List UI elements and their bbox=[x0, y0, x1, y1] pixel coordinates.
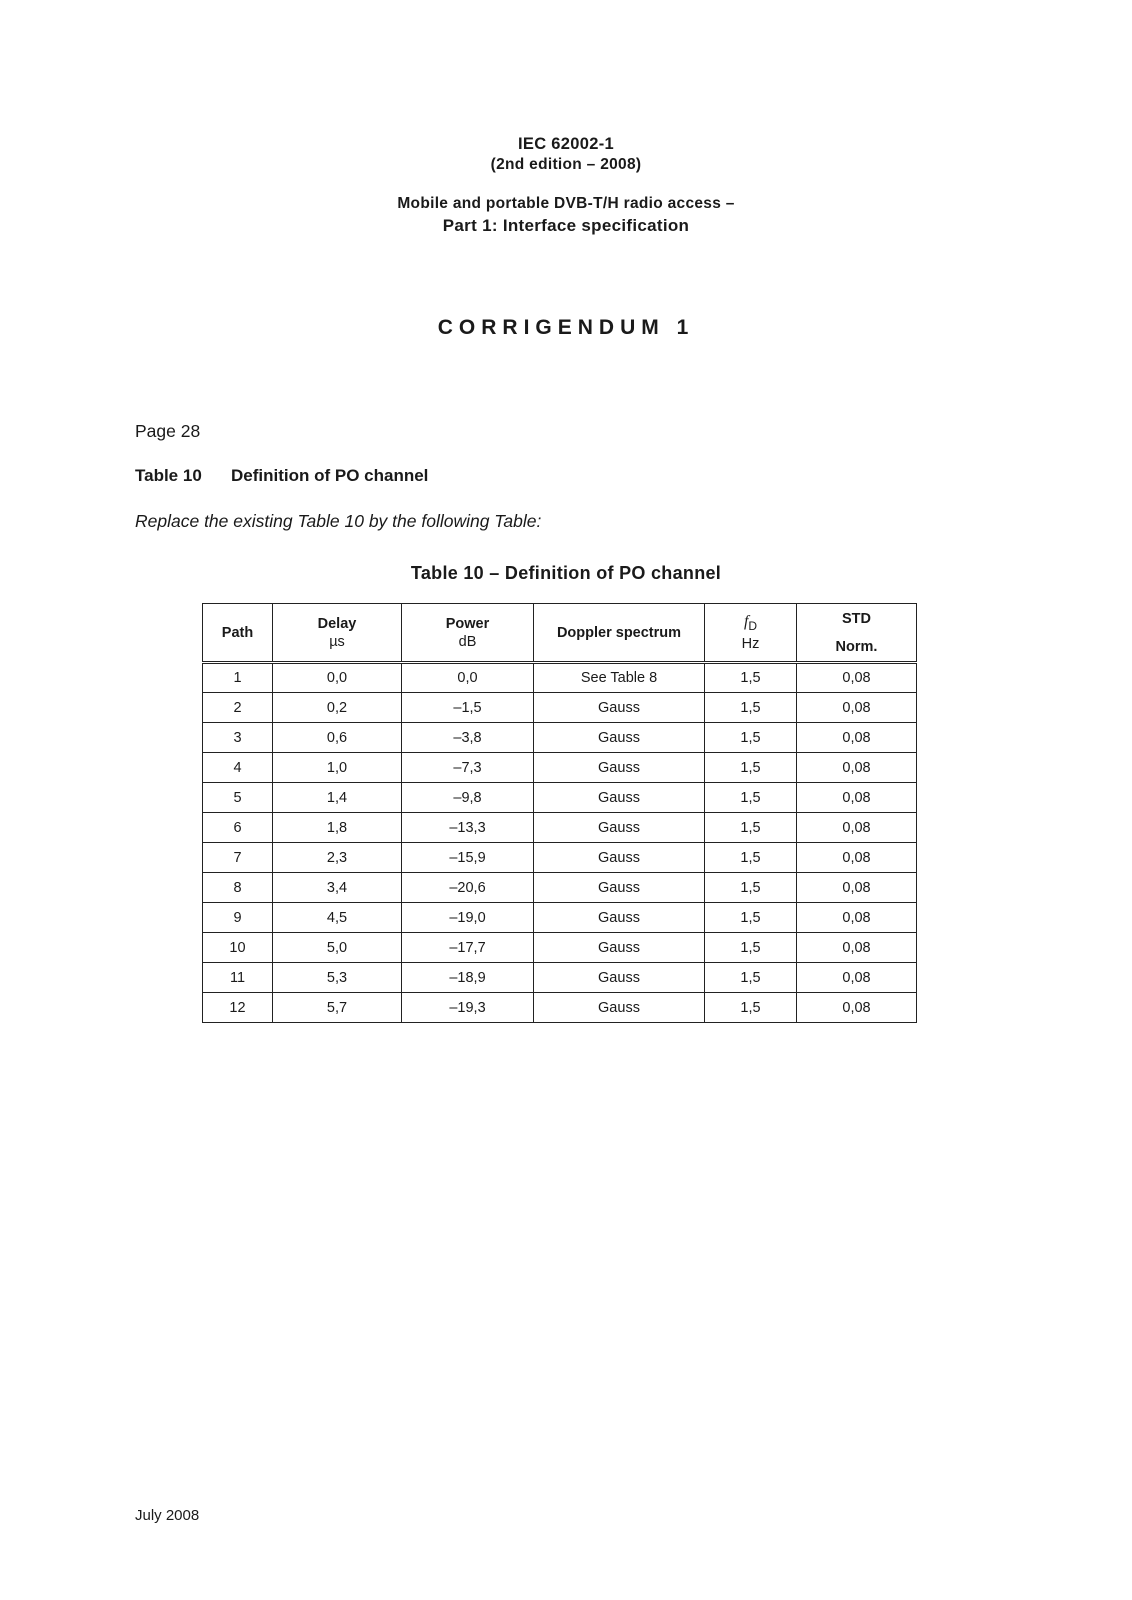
column-unit-fd: Hz bbox=[741, 635, 760, 652]
cell-power: –17,7 bbox=[402, 933, 534, 963]
column-header-std bbox=[797, 604, 917, 663]
cell-std: 0,08 bbox=[797, 663, 917, 693]
page-reference: Page 28 bbox=[135, 421, 201, 441]
cell-doppler: Gauss bbox=[534, 723, 705, 753]
table-reference bbox=[135, 466, 428, 486]
cell-power: –1,5 bbox=[402, 693, 534, 723]
cell-delay: 1,0 bbox=[273, 753, 402, 783]
column-label-delay: Delay bbox=[317, 615, 357, 632]
document-title-line2: Part 1: Interface specification bbox=[442, 216, 690, 235]
column-header-delay bbox=[273, 604, 402, 663]
table-reference-number: Table 10 bbox=[135, 466, 202, 485]
replacement-instruction: Replace the existing Table 10 by the following Table: bbox=[135, 511, 542, 531]
cell-fd: 1,5 bbox=[705, 693, 797, 723]
table-body bbox=[203, 663, 917, 1023]
cell-path: 4 bbox=[203, 753, 273, 783]
table-row bbox=[203, 723, 917, 753]
table-row bbox=[203, 693, 917, 723]
cell-doppler: Gauss bbox=[534, 993, 705, 1023]
cell-power: –3,8 bbox=[402, 723, 534, 753]
cell-path: 5 bbox=[203, 783, 273, 813]
cell-path: 9 bbox=[203, 903, 273, 933]
cell-doppler: See Table 8 bbox=[534, 663, 705, 693]
cell-power: –19,0 bbox=[402, 903, 534, 933]
cell-std: 0,08 bbox=[797, 963, 917, 993]
table-row bbox=[203, 813, 917, 843]
cell-power: –18,9 bbox=[402, 963, 534, 993]
cell-delay: 0,0 bbox=[273, 663, 402, 693]
fd-symbol: f bbox=[743, 613, 749, 631]
column-header-fd bbox=[705, 604, 797, 663]
column-unit-delay: µs bbox=[329, 633, 345, 650]
cell-doppler: Gauss bbox=[534, 693, 705, 723]
table-row bbox=[203, 753, 917, 783]
cell-path: 11 bbox=[203, 963, 273, 993]
cell-delay: 4,5 bbox=[273, 903, 402, 933]
cell-path: 2 bbox=[203, 693, 273, 723]
po-channel-table bbox=[202, 603, 917, 1023]
cell-path: 8 bbox=[203, 873, 273, 903]
cell-doppler: Gauss bbox=[534, 783, 705, 813]
table-row bbox=[203, 903, 917, 933]
column-header-power bbox=[402, 604, 534, 663]
cell-power: –7,3 bbox=[402, 753, 534, 783]
cell-delay: 1,8 bbox=[273, 813, 402, 843]
corrigendum-heading: CORRIGENDUM 1 bbox=[437, 316, 695, 339]
document-title-line1: Mobile and portable DVB-T/H radio access – bbox=[397, 195, 735, 212]
cell-fd: 1,5 bbox=[705, 873, 797, 903]
cell-fd: 1,5 bbox=[705, 993, 797, 1023]
cell-delay: 2,3 bbox=[273, 843, 402, 873]
cell-doppler: Gauss bbox=[534, 753, 705, 783]
cell-std: 0,08 bbox=[797, 933, 917, 963]
cell-delay: 0,2 bbox=[273, 693, 402, 723]
cell-delay: 1,4 bbox=[273, 783, 402, 813]
cell-std: 0,08 bbox=[797, 813, 917, 843]
cell-doppler: Gauss bbox=[534, 933, 705, 963]
table-caption: Table 10 – Definition of PO channel bbox=[410, 563, 722, 583]
cell-power: –19,3 bbox=[402, 993, 534, 1023]
cell-doppler: Gauss bbox=[534, 843, 705, 873]
cell-fd: 1,5 bbox=[705, 723, 797, 753]
column-header-path bbox=[203, 604, 273, 663]
cell-path: 6 bbox=[203, 813, 273, 843]
column-header-doppler bbox=[534, 604, 705, 663]
cell-std: 0,08 bbox=[797, 903, 917, 933]
cell-power: 0,0 bbox=[402, 663, 534, 693]
cell-fd: 1,5 bbox=[705, 903, 797, 933]
standard-id: IEC 62002-1 bbox=[518, 135, 614, 153]
cell-fd: 1,5 bbox=[705, 843, 797, 873]
cell-std: 0,08 bbox=[797, 993, 917, 1023]
table-reference-title: Definition of PO channel bbox=[231, 466, 429, 485]
table-row bbox=[203, 663, 917, 693]
cell-path: 3 bbox=[203, 723, 273, 753]
standard-edition: (2nd edition – 2008) bbox=[490, 156, 642, 173]
table-row bbox=[203, 993, 917, 1023]
cell-delay: 5,3 bbox=[273, 963, 402, 993]
cell-fd: 1,5 bbox=[705, 663, 797, 693]
cell-doppler: Gauss bbox=[534, 813, 705, 843]
cell-std: 0,08 bbox=[797, 753, 917, 783]
cell-fd: 1,5 bbox=[705, 963, 797, 993]
cell-fd: 1,5 bbox=[705, 813, 797, 843]
cell-delay: 3,4 bbox=[273, 873, 402, 903]
column-unit-std: Norm. bbox=[835, 638, 878, 655]
cell-power: –13,3 bbox=[402, 813, 534, 843]
cell-std: 0,08 bbox=[797, 693, 917, 723]
cell-delay: 5,7 bbox=[273, 993, 402, 1023]
cell-std: 0,08 bbox=[797, 723, 917, 753]
cell-power: –15,9 bbox=[402, 843, 534, 873]
table-header bbox=[203, 604, 917, 663]
table-row bbox=[203, 843, 917, 873]
column-label-doppler: Doppler spectrum bbox=[556, 624, 682, 641]
cell-std: 0,08 bbox=[797, 783, 917, 813]
fd-subscript: D bbox=[748, 619, 758, 634]
footer-date: July 2008 bbox=[135, 1507, 200, 1524]
column-label-power: Power bbox=[445, 615, 490, 632]
column-label-path: Path bbox=[221, 624, 254, 641]
cell-path: 7 bbox=[203, 843, 273, 873]
column-label-fd bbox=[705, 613, 796, 633]
cell-delay: 0,6 bbox=[273, 723, 402, 753]
cell-fd: 1,5 bbox=[705, 753, 797, 783]
table-row bbox=[203, 933, 917, 963]
column-label-std: STD bbox=[842, 610, 871, 627]
cell-power: –9,8 bbox=[402, 783, 534, 813]
cell-std: 0,08 bbox=[797, 843, 917, 873]
cell-fd: 1,5 bbox=[705, 933, 797, 963]
cell-fd: 1,5 bbox=[705, 783, 797, 813]
cell-std: 0,08 bbox=[797, 873, 917, 903]
column-unit-power: dB bbox=[458, 633, 477, 650]
cell-doppler: Gauss bbox=[534, 903, 705, 933]
cell-delay: 5,0 bbox=[273, 933, 402, 963]
table-row bbox=[203, 963, 917, 993]
table-row bbox=[203, 783, 917, 813]
cell-path: 1 bbox=[203, 663, 273, 693]
cell-path: 12 bbox=[203, 993, 273, 1023]
cell-doppler: Gauss bbox=[534, 873, 705, 903]
table-row bbox=[203, 873, 917, 903]
cell-path: 10 bbox=[203, 933, 273, 963]
cell-power: –20,6 bbox=[402, 873, 534, 903]
cell-doppler: Gauss bbox=[534, 963, 705, 993]
